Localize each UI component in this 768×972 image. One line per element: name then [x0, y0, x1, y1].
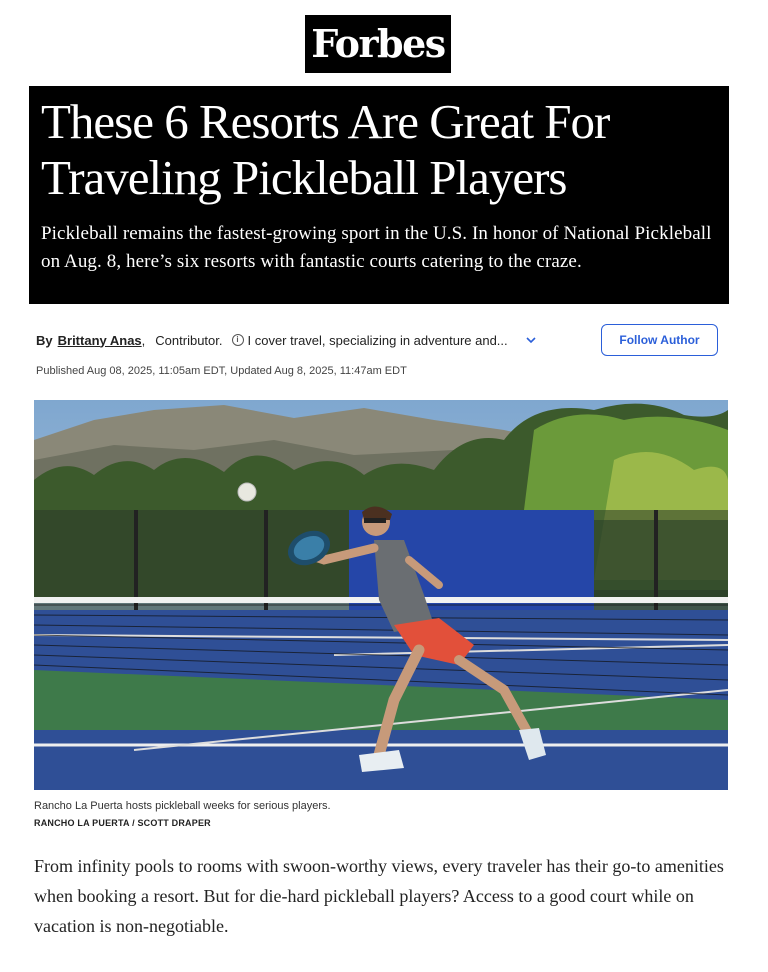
author-role: Contributor. — [155, 332, 223, 348]
info-icon: i — [232, 334, 244, 346]
article-dek: Pickleball remains the fastest-growing sport in the U.S. In honor of National Pickleball on Aug. 8, here’s six resorts with fantastic courts catering to the craze. — [41, 223, 712, 272]
chevron-down-icon[interactable] — [526, 333, 536, 347]
follow-author-button[interactable]: Follow Author — [601, 324, 718, 356]
forbes-logo[interactable] — [305, 15, 451, 73]
comma: , — [141, 332, 146, 348]
author-link[interactable]: Brittany Anas — [57, 332, 142, 348]
logo-text: Forbes — [311, 21, 445, 66]
byline — [36, 324, 718, 356]
hero-photo — [34, 400, 728, 790]
image-credit: RANCHO LA PUERTA / SCOTT DRAPER — [34, 818, 211, 828]
image-caption: Rancho La Puerta hosts pickleball weeks for serious players. — [34, 800, 331, 812]
pickleball-player-image — [34, 400, 728, 790]
article-hero — [29, 86, 729, 304]
headline: These 6 Resorts Are Great For Traveling Pickleball Players — [41, 94, 610, 205]
by-label: By — [36, 332, 53, 348]
publish-dateline: Published Aug 08, 2025, 11:05am EDT, Updated Aug 8, 2025, 11:47am EDT — [36, 365, 407, 377]
author-bio: I cover travel, specializing in adventure and... — [247, 332, 508, 348]
body-paragraph: From infinity pools to rooms with swoon-worthy views, every traveler has their go-to amenities when booking a resort. But for die-hard pickleball players? Access to a good court while on vacation is non-negotiable. — [34, 856, 724, 936]
